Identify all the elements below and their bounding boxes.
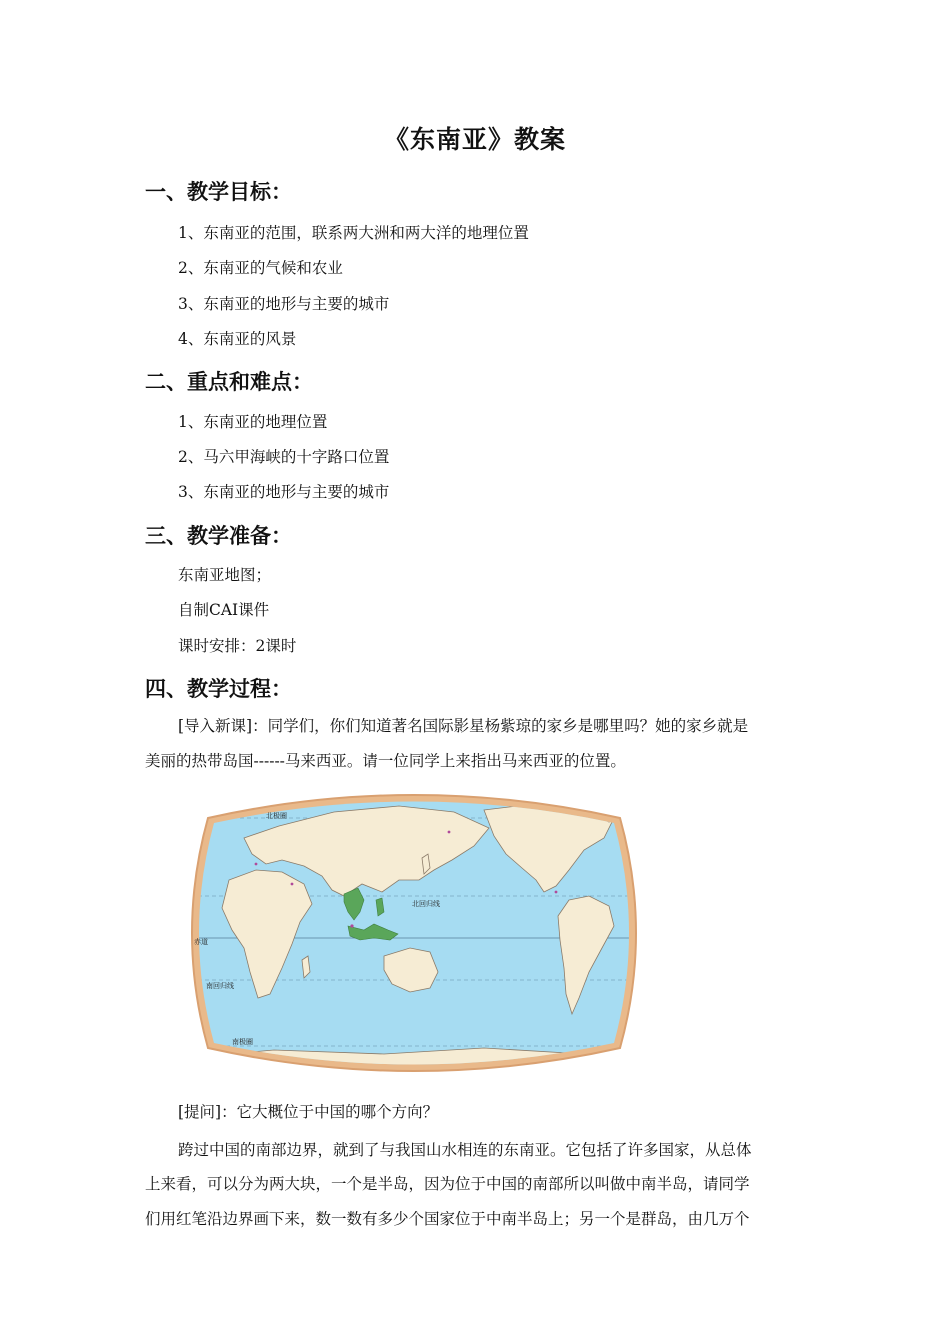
objective-item: 1、东南亚的范围，联系两大洲和两大洋的地理位置: [178, 224, 529, 242]
objective-item: 2、东南亚的气候和农业: [178, 259, 343, 277]
section-heading-objectives: 一、教学目标：: [145, 180, 292, 204]
body-paragraph-line: 上来看，可以分为两大块，一个是半岛，因为位于中国的南部所以叫做中南半岛，请同学: [145, 1175, 750, 1193]
document-title: 《东南亚》教案: [383, 125, 566, 154]
intro-paragraph-line: 美丽的热带岛国------马来西亚。请一位同学上来指出马来西亚的位置。: [145, 752, 626, 770]
key-point-item: 2、马六甲海峡的十字路口位置: [178, 448, 390, 466]
preparation-item: 东南亚地图；: [178, 566, 272, 584]
tropic-cancer-label: 北回归线: [412, 900, 440, 908]
section-heading-key-points: 二、重点和难点：: [145, 370, 313, 394]
key-point-item: 1、东南亚的地理位置: [178, 413, 328, 431]
body-paragraph-line: 跨过中国的南部边界，就到了与我国山水相连的东南亚。它包括了许多国家，从总体: [178, 1141, 752, 1159]
key-point-item: 3、东南亚的地形与主要的城市: [178, 483, 390, 501]
question-paragraph: [提问]：它大概位于中国的哪个方向？: [178, 1103, 439, 1121]
world-map-figure: [184, 788, 644, 1078]
objective-item: 4、东南亚的风景: [178, 330, 297, 348]
antarctic-circle-label: 南极圈: [232, 1038, 253, 1046]
section-heading-process: 四、教学过程：: [145, 677, 292, 701]
arctic-circle-label: 北极圈: [266, 812, 287, 820]
objective-item: 3、东南亚的地形与主要的城市: [178, 295, 390, 313]
equator-label: 赤道: [194, 938, 208, 946]
body-paragraph-line: 们用红笔沿边界画下来，数一数有多少个国家位于中南半岛上；另一个是群岛，由几万个: [145, 1210, 750, 1228]
world-map-image: [184, 788, 644, 1078]
preparation-item: 自制CAI课件: [178, 601, 270, 619]
tropic-capricorn-label: 南回归线: [206, 982, 234, 990]
intro-paragraph-line: [导入新课]：同学们，你们知道著名国际影星杨紫琼的家乡是哪里吗？她的家乡就是: [178, 717, 749, 735]
section-heading-preparation: 三、教学准备：: [145, 524, 292, 548]
preparation-item: 课时安排：2课时: [178, 637, 297, 655]
